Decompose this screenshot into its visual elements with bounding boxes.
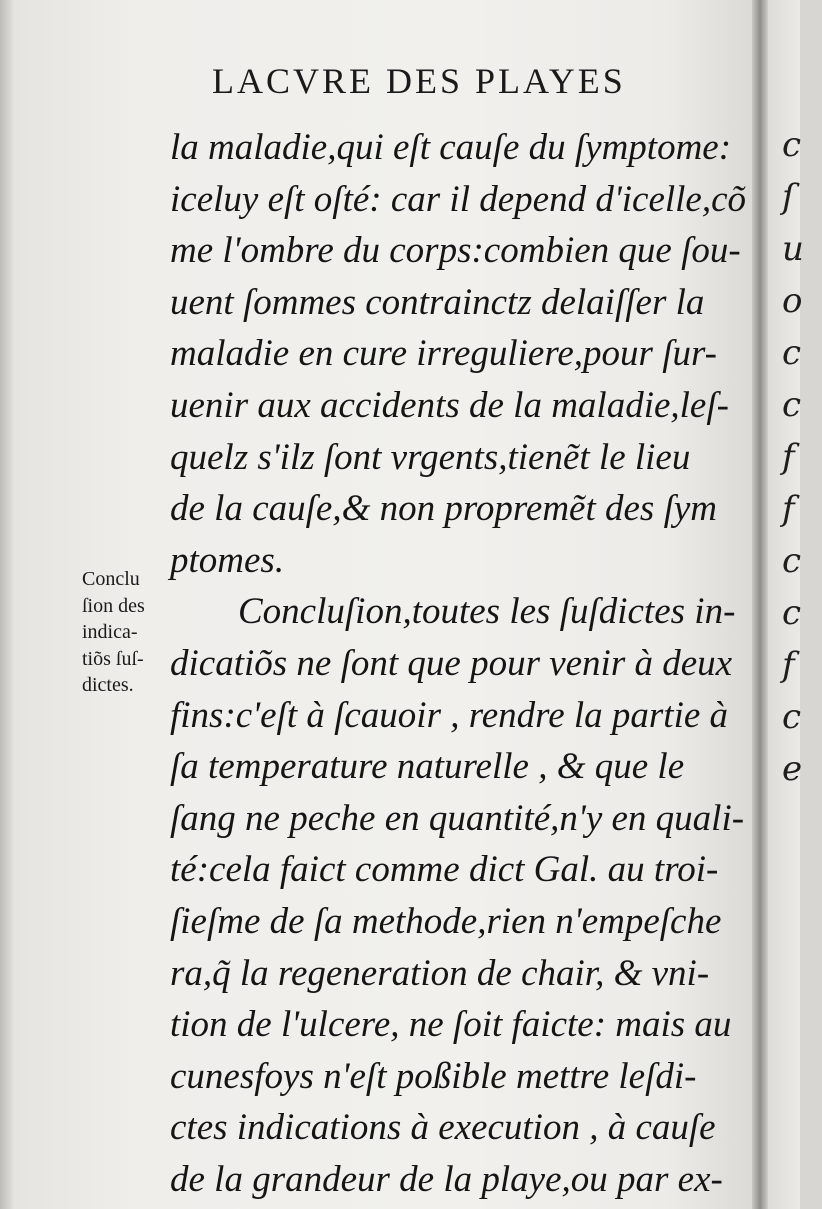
text-line: la maladie,qui eſt cauſe du ſymptome: [170, 127, 732, 168]
adjacent-page-fragment: f [782, 645, 795, 685]
running-header: LACVRE DES PLAYES [212, 61, 626, 101]
margin-note-line: Conclu [82, 568, 140, 590]
adjacent-page-fragment: u [782, 229, 804, 269]
adjacent-page [768, 0, 804, 1209]
text-line: me l'ombre du corps:combien que ſou- [170, 230, 741, 272]
adjacent-page-fragment: o [782, 281, 803, 321]
text-line: quelz s'ilz ſont vrgents,tienẽt le lieu [170, 436, 691, 478]
text-line: tion de l'ulcere, ne ſoit faicte: mais au [170, 1004, 732, 1046]
adjacent-page-fragment: c [782, 333, 802, 373]
adjacent-page-fragment: c [782, 541, 802, 581]
margin-note-line: tiõs ſuſ- [82, 647, 144, 670]
adjacent-page-fragment: f [782, 437, 795, 477]
margin-note-line: ſion des [82, 594, 145, 617]
adjacent-page-fragment: c [782, 385, 802, 425]
adjacent-page-fragment: e [782, 749, 803, 789]
text-line: de la cauſe,& non propremẽt des ſym [170, 488, 717, 530]
text-line: ra,q̃ la regeneration de chair, & vni- [170, 952, 710, 994]
text-line: ſang ne peche en quantité,n'y en quali- [170, 797, 745, 839]
adjacent-page-fragment: c [782, 697, 802, 737]
text-line: uent ſommes contrainctz delaiſſer la [170, 281, 705, 323]
text-line: de la grandeur de la playe,ou par ex- [170, 1158, 723, 1200]
text-line: dicatiõs ne ſont que pour venir à deux [170, 642, 733, 684]
text-line: ſieſme de ſa methode,rien n'empeſche [170, 900, 722, 942]
text-line: cunesfoys n'eſt poßible mettre leſdi- [170, 1055, 697, 1097]
text-line: uenir aux accidents de la maladie,leſ- [170, 384, 729, 426]
text-line: fins:c'eſt à ſcauoir , rendre la partie à [170, 694, 729, 736]
text-line: iceluy eſt oſté: car il depend d'icelle,cõ [170, 178, 747, 220]
text-line: ptomes. [170, 539, 285, 581]
text-line: ſa temperature naturelle , & que le [170, 746, 685, 788]
adjacent-page-fragment: c [782, 593, 802, 633]
marginal-note [82, 566, 177, 699]
page-left-edge [0, 0, 14, 1209]
text-line: maladie en cure irreguliere,pour ſur- [170, 333, 717, 375]
main-text-block [170, 122, 760, 1205]
adjacent-page-fragment: ſ [782, 177, 795, 217]
book-gutter [752, 0, 768, 1209]
margin-note-line: dictes. [82, 674, 134, 696]
margin-note-line: indica- [82, 621, 138, 643]
adjacent-page-fragment: f [782, 489, 795, 529]
adjacent-page-fragment: c [782, 125, 802, 165]
text-line: ctes indications à execution , à cauſe [170, 1107, 716, 1149]
text-line: té:cela faict comme dict Gal. au troi- [170, 849, 719, 891]
paragraph-start-line: Concluſion,toutes les ſuſdictes in- [238, 591, 736, 633]
